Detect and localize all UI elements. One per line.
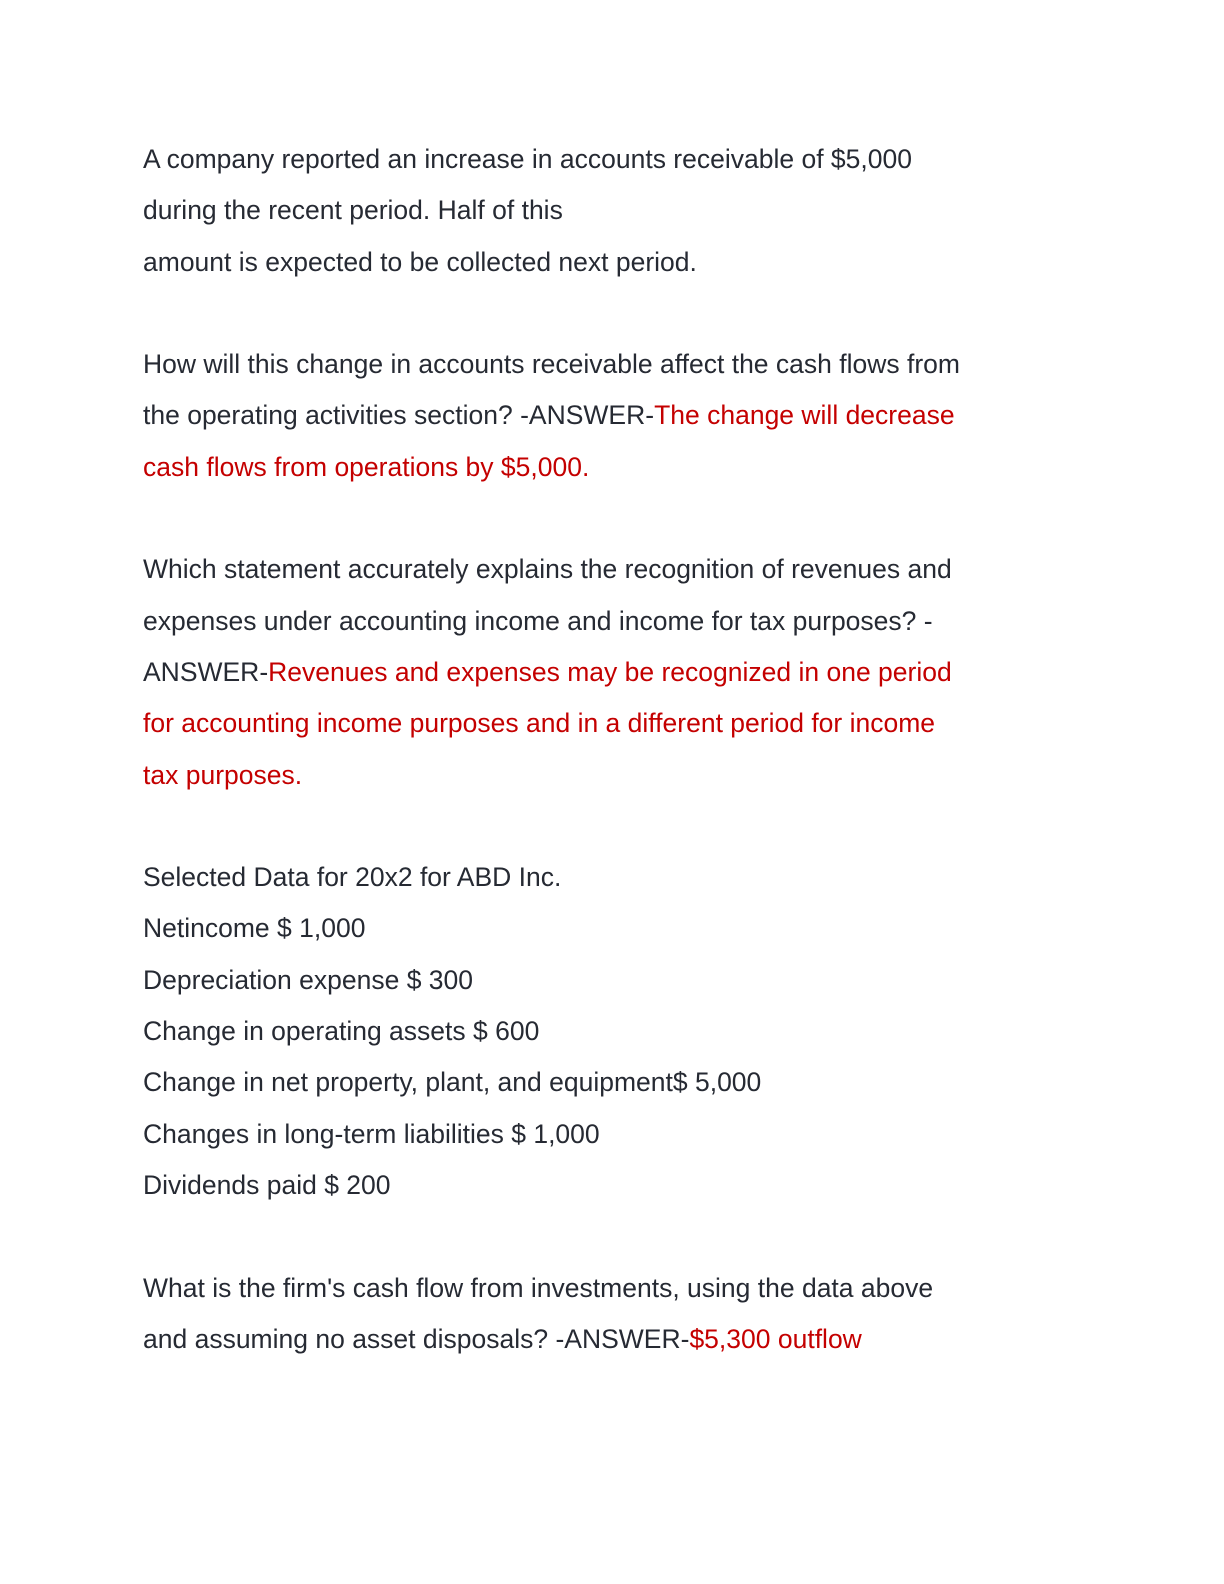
question-3-answer-start: Revenues and expenses may be recognized in one period (268, 656, 952, 687)
question-2-prompt-end: the operating activities section? -ANSWER- (143, 400, 655, 431)
question-2-line-1: How will this change in accounts receivable affect the cash flows from (143, 349, 960, 380)
question-1-line-2: during the recent period. Half of this (143, 195, 563, 226)
data-item-net-income: Netincome $ 1,000 (143, 913, 366, 944)
question-3-answer-label: ANSWER- (143, 656, 269, 687)
question-2-line-2 (143, 390, 1103, 441)
data-item-ppe: Change in net property, plant, and equipment$ 5,000 (143, 1067, 762, 1098)
paragraph-gap (143, 801, 1103, 852)
question-4-answer: $5,300 outflow (689, 1323, 862, 1354)
question-1-line-1: A company reported an increase in accounts receivable of $5,000 (143, 144, 912, 174)
question-4-line-2 (143, 1314, 1103, 1365)
data-item-dividends: Dividends paid $ 200 (143, 1169, 391, 1200)
question-3-answer-end: tax purposes. (143, 759, 303, 790)
question-2-answer-end: cash flows from operations by $5,000. (143, 451, 590, 482)
question-4-prompt-end: and assuming no asset disposals? -ANSWER- (143, 1323, 690, 1354)
question-4 (143, 1263, 1103, 1366)
question-3-line-2: expenses under accounting income and income for tax purposes? - (143, 605, 933, 636)
paragraph-gap (143, 1211, 1103, 1262)
question-1 (143, 134, 1103, 288)
selected-data-heading: Selected Data for 20x2 for ABD Inc. (143, 862, 562, 893)
question-4-line-1: What is the firm's cash flow from investments, using the data above (143, 1272, 934, 1303)
document-page (143, 134, 1103, 1365)
data-item-operating-assets: Change in operating assets $ 600 (143, 1016, 540, 1047)
selected-data-block (143, 852, 1103, 1211)
paragraph-gap (143, 288, 1103, 339)
question-3-line-3 (143, 647, 1103, 698)
paragraph-gap (143, 493, 1103, 544)
question-3-answer-middle: for accounting income purposes and in a different period for income (143, 708, 936, 739)
question-1-line-3: amount is expected to be collected next period. (143, 246, 697, 277)
question-2-answer-start: The change will decrease (654, 400, 955, 431)
data-item-long-term-liabilities: Changes in long-term liabilities $ 1,000 (143, 1118, 600, 1149)
data-item-depreciation: Depreciation expense $ 300 (143, 964, 474, 995)
question-3 (143, 544, 1103, 800)
question-3-line-1: Which statement accurately explains the recognition of revenues and (143, 554, 952, 585)
question-2 (143, 339, 1103, 493)
